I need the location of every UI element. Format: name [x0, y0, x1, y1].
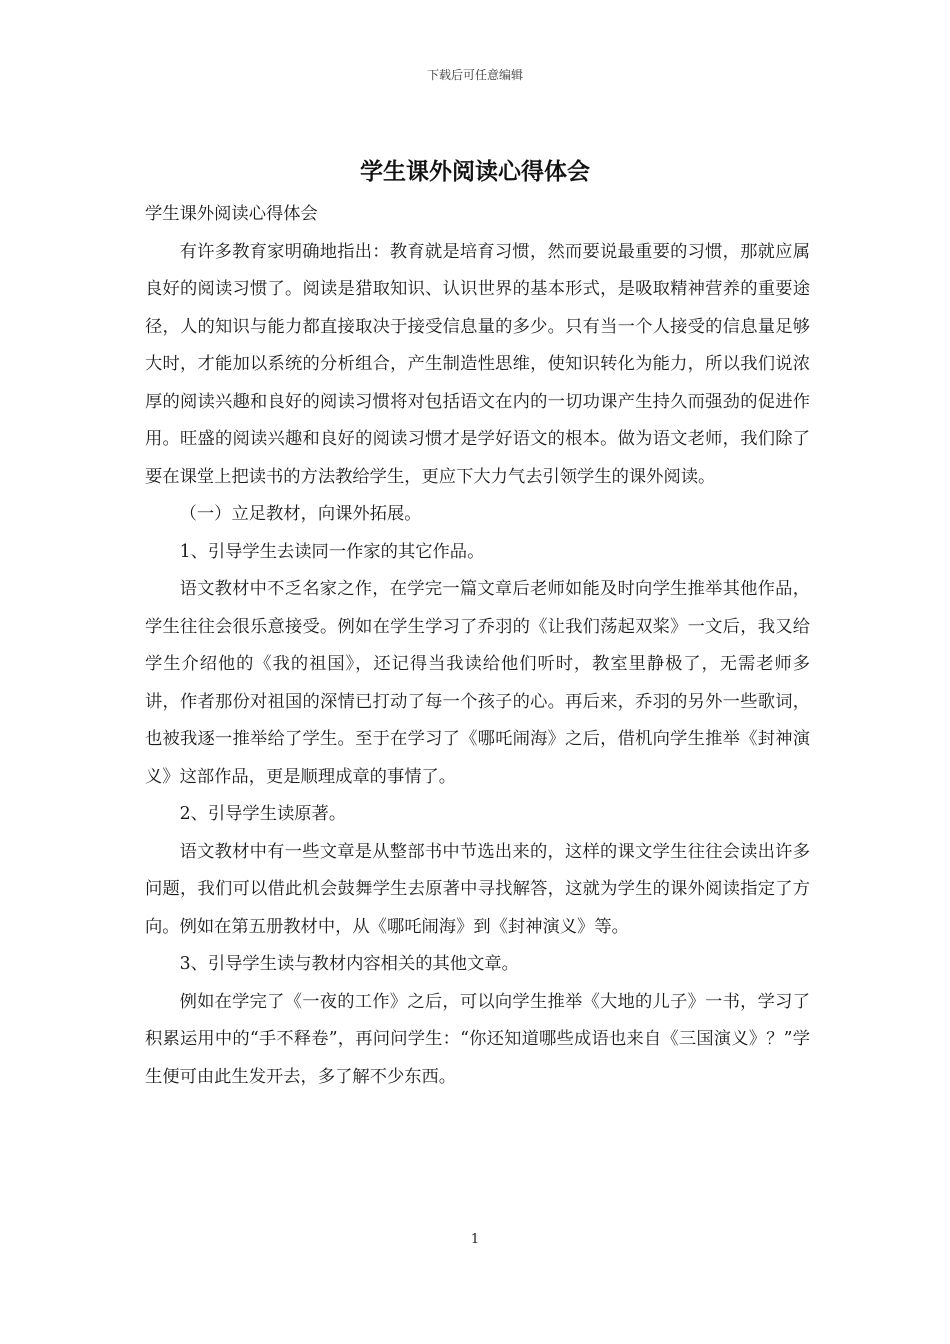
paragraph-3: 例如在学完了《一夜的工作》之后，可以向学生推举《大地的儿子》一书，学习了积累运用中的“手不释卷”，再问问学生：“你还知道哪些成语也来自《三国演义》？”学生便可由此生发开去，多了解不少东西。 [145, 991, 810, 1087]
paragraph-intro: 有许多教育家明确地指出：教育就是培育习惯，然而要说最重要的习惯，那就应属良好的阅读习惯了。阅读是猎取知识、认识世界的基本形式，是吸取精神营养的重要途径，人的知识与能力都直接取决于接受信息量的多少。只有当一个人接受的信息量足够大时，才能加以系统的分析组合，产生制造性思维，使知识转化为能力，所以我们说浓厚的阅读兴趣和良好的阅读习惯将对包括语文在内的一切功课产生持久而强劲的促进作用。旺盛的阅读兴趣和良好的阅读习惯才是学好语文的根本。做为语文老师，我们除了要在课堂上把读书的方法教给学生，更应下大力气去引领学生的课外阅读。 [145, 241, 810, 487]
paragraph-2: 语文教材中有一些文章是从整部书中节选出来的，这样的课文学生往往会读出许多问题，我们可以借此机会鼓舞学生去原著中寻找解答，这就为学生的课外阅读指定了方向。例如在第五册教材中，从《哪吒闹海》到《封神演义》等。 [145, 841, 810, 937]
document-body [145, 196, 810, 1096]
document-subtitle: 学生课外阅读心得体会 [145, 204, 318, 224]
subheading-3: 3、引导学生读与教材内容相关的其他文章。 [179, 954, 519, 974]
paragraph-1: 语文教材中不乏名家之作，在学完一篇文章后老师如能及时向学生推举其他作品，学生往往会很乐意接受。例如在学生学习了乔羽的《让我们荡起双桨》一文后，我又给学生介绍他的《我的祖国》，还记得当我读给他们听时，教室里静极了，无需老师多讲，作者那份对祖国的深情已打动了每一个孩子的心。再后来，乔羽的另外一些歌词，也被我逐一推举给了学生。至于在学习了《哪吒闹海》之后，借机向学生推举《封神演义》这部作品，更是顺理成章的事情了。 [145, 579, 810, 787]
subheading-1: 1、引导学生去读同一作家的其它作品。 [179, 541, 485, 562]
document-title: 学生课外阅读心得体会 [360, 159, 590, 185]
section-heading-1: （一）立足教材，向课外拓展。 [179, 504, 422, 524]
page-number: 1 [470, 1232, 480, 1247]
page-header-note: 下载后可任意编辑 [426, 68, 523, 82]
subheading-2: 2、引导学生读原著。 [179, 804, 347, 824]
